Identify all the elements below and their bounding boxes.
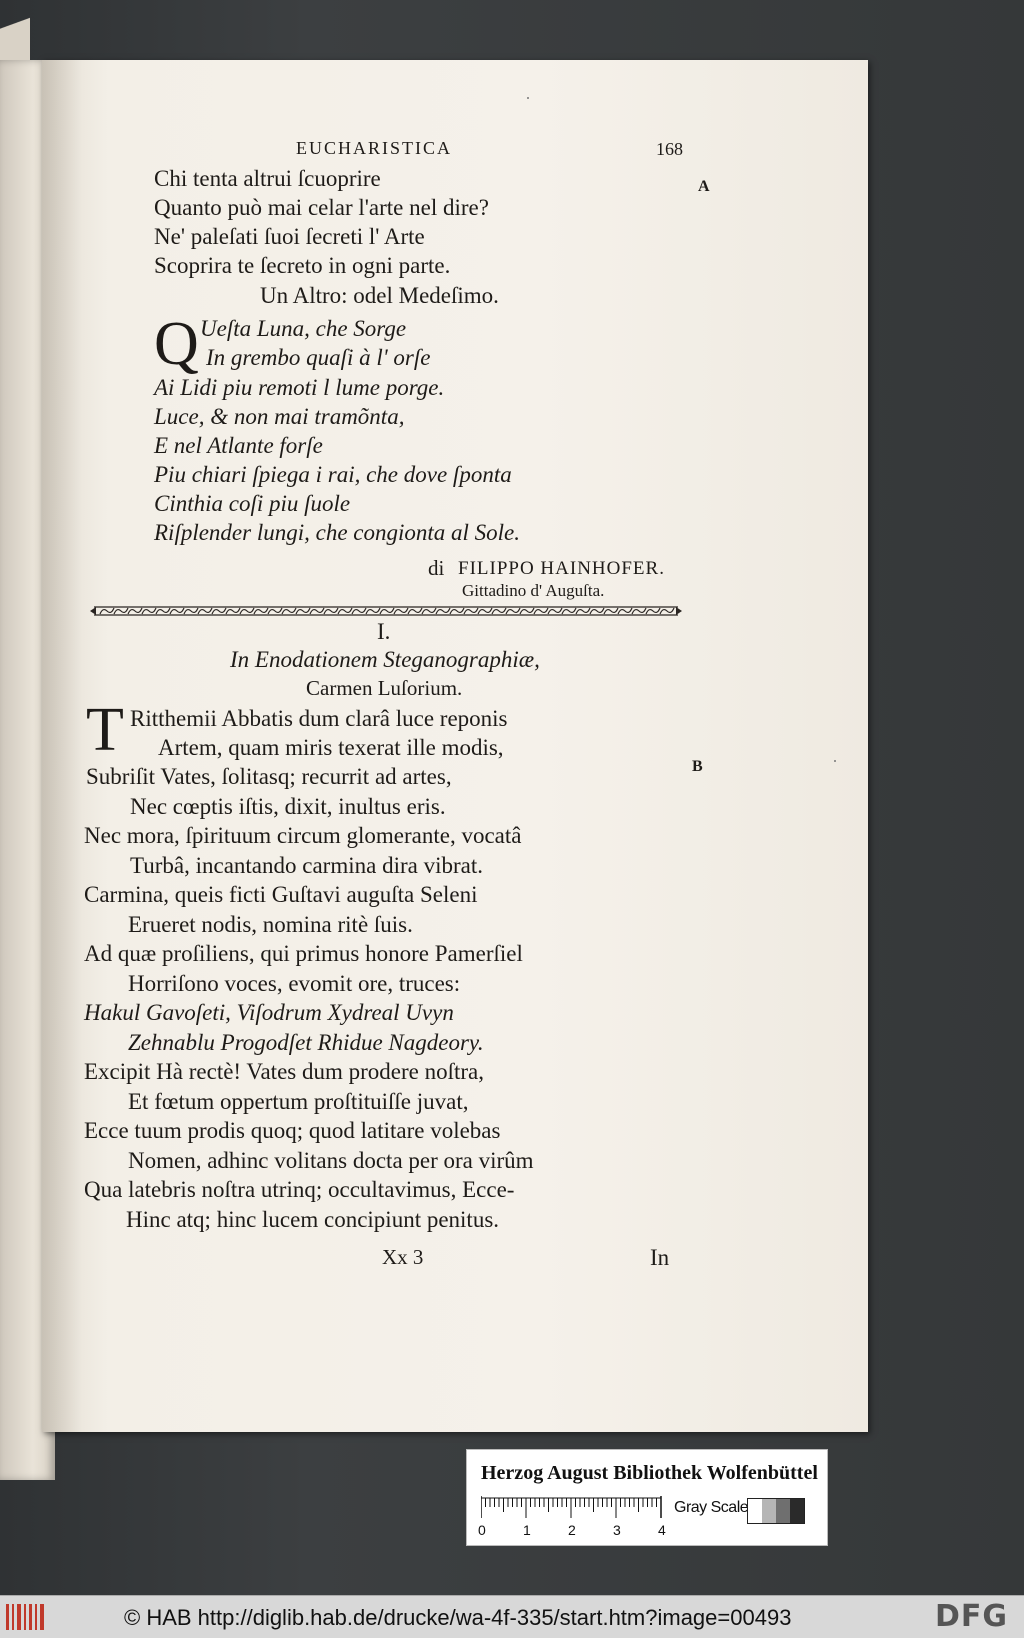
drop-capital: Q xyxy=(154,310,199,378)
ruler-number: 1 xyxy=(523,1522,531,1538)
verse-line: Excipit Hà rectè! Vates dum prodere noſtra, xyxy=(84,1059,485,1084)
verse-line: Hakul Gavoſeti, Viſodrum Xydreal Uvyn xyxy=(84,1000,454,1025)
verse-line: Nec cœptis iſtis, dixit, inultus eris. xyxy=(130,794,446,819)
gray-scale-swatches xyxy=(747,1498,805,1524)
library-name: Herzog August Bibliothek Wolfenbüttel xyxy=(481,1462,818,1484)
verse-line: Ne' paleſati ſuoi ſecreti l' Arte xyxy=(154,224,425,249)
verse-line: Carmina, queis ficti Guſtavi auguſta Seleni xyxy=(84,882,478,907)
verse-line: Quanto può mai celar l'arte nel dire? xyxy=(154,195,489,220)
poem-title: In Enodationem Steganographiæ, xyxy=(230,647,540,672)
verse-line: Ecce tuum prodis quoq; quod latitare volebas xyxy=(84,1118,501,1143)
ruler-number: 0 xyxy=(478,1522,486,1538)
author-subtitle: Gittadino d' Auguſta. xyxy=(462,581,605,600)
verse-line: Cinthia coſi piu ſuole xyxy=(154,491,351,516)
margin-letter-b: B xyxy=(692,758,703,775)
running-head: EUCHARISTICA xyxy=(296,138,453,158)
viewer-footer xyxy=(0,1595,1024,1638)
drop-capital: T xyxy=(86,696,124,764)
poem-subtitle: Carmen Luſorium. xyxy=(306,676,463,700)
ornamental-rule xyxy=(90,605,682,617)
verse-line: E nel Atlante forſe xyxy=(154,433,323,458)
catchword: In xyxy=(650,1245,670,1270)
verse-line: Hinc atq; hinc lucem concipiunt penitus. xyxy=(126,1207,500,1232)
verse-line: Qua latebris noſtra utrinq; occultavimus, Ecce- xyxy=(84,1177,515,1202)
verse-line: Ritthemii Abbatis dum clarâ luce reponis xyxy=(130,706,508,731)
verse-line: Ad quæ proſiliens, qui primus honore Pamerſiel xyxy=(84,941,523,966)
verse-line: Piu chiari ſpiega i rai, che dove ſponta xyxy=(154,462,512,487)
signature-mark: Xx 3 xyxy=(382,1245,424,1269)
verse-line: Scoprira te ſecreto in ogni parte. xyxy=(154,253,451,278)
page-number: 168 xyxy=(656,139,683,159)
author-signature: FILIPPO HAINHOFER. xyxy=(458,558,665,579)
verse-line: Luce, & non mai tramõnta, xyxy=(154,404,405,429)
verse-line: Et fœtum oppertum proſtituiſſe juvat, xyxy=(128,1089,469,1114)
verse-line: Erueret nodis, nomina ritè ſuis. xyxy=(128,912,413,937)
verse-line: In grembo quaſi à l' orſe xyxy=(206,345,431,370)
ruler-number: 4 xyxy=(658,1522,666,1538)
verse-line: Riſplender lungi, che congionta al Sole. xyxy=(154,520,521,545)
verse-line: Artem, quam miris texerat ille modis, xyxy=(158,735,504,760)
paper-speck xyxy=(527,97,529,99)
verse-line: Ai Lidi piu remoti l lume porge. xyxy=(154,375,445,400)
verse-line: Nec mora, ſpirituum circum glomerante, vocatâ xyxy=(84,823,522,848)
verse-line: Turbâ, incantando carmina dira vibrat. xyxy=(130,853,483,878)
poem-number: I. xyxy=(377,619,391,644)
signature-prefix: di xyxy=(428,556,445,580)
verse-line: Horriſono voces, evomit ore, truces: xyxy=(128,971,461,996)
margin-letter-a: A xyxy=(698,178,710,195)
verse-line: Ueſta Luna, che Sorge xyxy=(200,316,407,341)
verse-line: Nomen, adhinc volitans docta per ora virûm xyxy=(128,1148,534,1173)
verse-line: Zehnablu Progodſet Rhidue Nagdeory. xyxy=(128,1030,484,1055)
ruler-number: 3 xyxy=(613,1522,621,1538)
dfg-logo: DFG xyxy=(935,1599,1009,1634)
library-color-card xyxy=(466,1449,828,1546)
permalink-link[interactable]: © HAB http://diglib.hab.de/drucke/wa-4f-335/start.htm?image=00493 xyxy=(124,1605,792,1630)
scale-ruler xyxy=(481,1496,671,1518)
verse-line: Chi tenta altrui ſcuoprire xyxy=(154,166,381,191)
ruler-number: 2 xyxy=(568,1522,576,1538)
hab-barcode-icon xyxy=(6,1602,46,1632)
poem-heading: Un Altro: odel Medeſimo. xyxy=(260,283,499,308)
verse-line: Subriſit Vates, ſolitasq; recurrit ad artes, xyxy=(86,764,452,789)
gray-scale-label: Gray Scale xyxy=(674,1499,749,1516)
paper-speck xyxy=(834,760,836,762)
